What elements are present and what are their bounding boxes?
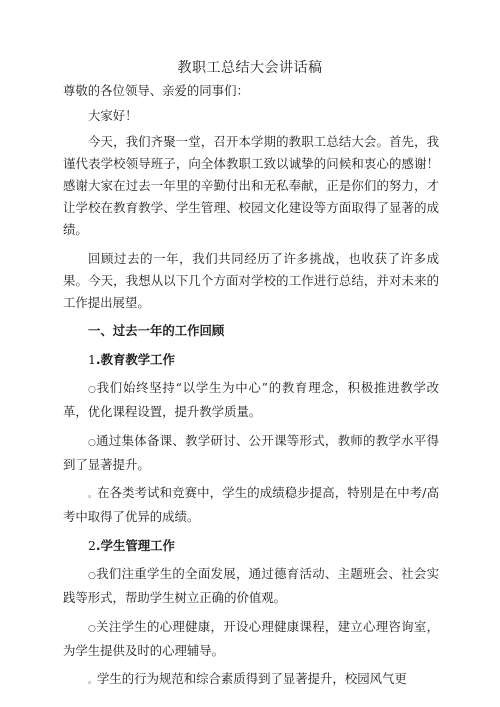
bullet-icon: ○ xyxy=(88,437,97,448)
list-item xyxy=(63,482,439,528)
subsection-heading xyxy=(63,349,439,371)
list-item-text: 我们始终坚持“以学生为中心”的教育理念，积极推进教学改革，优化课程设置，提升教学质量。 xyxy=(63,380,439,419)
list-item-text: 通过集体备课、教学研讨、公开课等形式，教师的教学水平得到了显著提升。 xyxy=(63,432,439,472)
list-item xyxy=(63,430,439,476)
list-item xyxy=(63,668,439,692)
section-heading: 一、过去一年的工作回顾 xyxy=(88,323,225,338)
subsection-number: 1 xyxy=(88,351,96,367)
subsection-number: 2 xyxy=(88,537,96,553)
list-item-text: 关注学生的心理健康，开设心理健康课程，建立心理咨询室，为学生提供及时的心理辅导。 xyxy=(63,618,439,658)
hello-line: 大家好！ xyxy=(88,108,138,123)
bullet-icon: 。 xyxy=(88,676,98,686)
list-item-text: 我们注重学生的全面发展，通过德育活动、主题班会、社会实践等形式，帮助学生树立正确的价值观。 xyxy=(63,566,439,605)
bullet-icon: ○ xyxy=(88,571,97,581)
subsection-title: .教育教学工作 xyxy=(95,351,175,367)
bullet-icon: ○ xyxy=(88,385,97,395)
bullet-icon: 。 xyxy=(88,490,98,500)
bullet-icon: ○ xyxy=(88,623,97,634)
page-title: 教职工总结大会讲话稿 xyxy=(177,60,323,76)
list-item xyxy=(63,563,439,609)
intro-paragraph: 回顾过去的一年，我们共同经历了许多挑战，也收获了许多成果。今天，我想从以下几个方面对学校的工作进行总结，并对未来的工作提出展望。 xyxy=(63,250,439,310)
speech-body xyxy=(63,80,439,699)
subsection-heading xyxy=(63,535,439,557)
list-item xyxy=(63,377,439,423)
intro-paragraph: 今天，我们齐聚一堂，召开本学期的教职工总结大会。首先，我谨代表学校领导班子，向全体教职工致以诚挚的问候和衷心的感谢！感谢大家在过去一年里的辛勤付出和无私奉献，正是你们的努力，才让学校在教育教学、学生管理、校园文化建设等方面取得了显著的成绩。 xyxy=(63,134,439,237)
list-item-text: 学生的行为规范和综合素质得到了显著提升，校园风气更 xyxy=(97,671,407,686)
list-item-text: 在各类考试和竞赛中，学生的成绩稳步提高，特别是在中考/高考中取得了优异的成绩。 xyxy=(63,485,439,524)
greeting-line: 尊敬的各位领导、亲爱的同事们： xyxy=(63,83,249,98)
list-item xyxy=(63,616,439,662)
subsection-title: .学生管理工作 xyxy=(95,537,175,553)
